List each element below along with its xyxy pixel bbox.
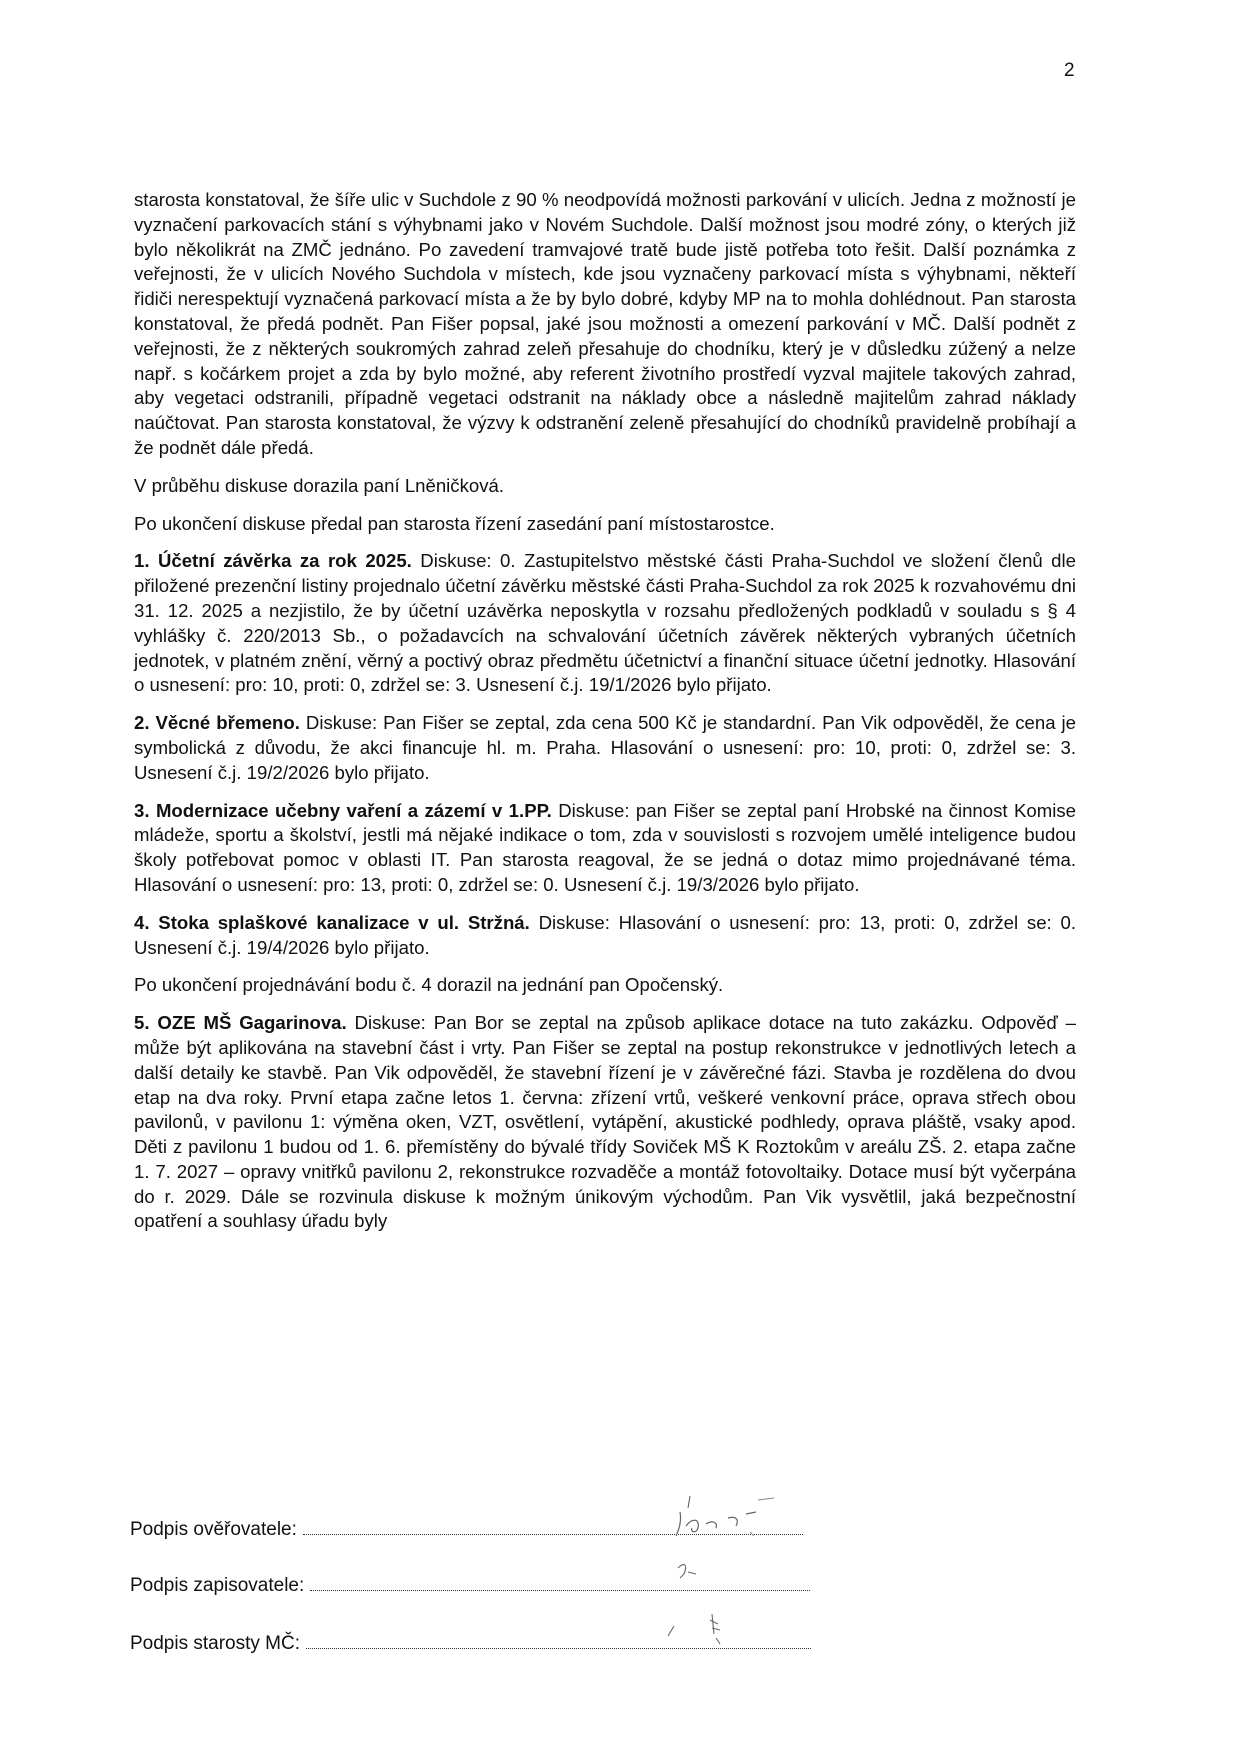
- agenda-item-3-title: 3. Modernizace učebny vaření a zázemí v 1.PP.: [134, 799, 552, 821]
- signature-label-mayor: Podpis starosty MČ:: [130, 1633, 300, 1654]
- agenda-item-4: [134, 911, 1076, 961]
- agenda-item-4-title: 4. Stoka splaškové kanalizace v ul. Stržná.: [134, 911, 530, 933]
- paragraph-parking: starosta konstatoval, že šíře ulic v Suchdole z 90 % neodpovídá možnosti parkování v ulicích. Jedna z možností je vyznačení parkovacích stání s výhybnami jako v Novém Suchdole. Další možnost jsou modré zóny, o kterých již bylo několikrát na ZMČ jednáno. Po zavedení tramvajové tratě bude jistě potřeba toto řešit. Další poznámka z veřejnosti, že v ulicích Nového Suchdola v místech, kde jsou vyznačeny parkovací místa s výhybnami, někteří řidiči nerespektují vyznačená parkovací místa a že by bylo dobré, kdyby MP na to mohla dohlédnout. Pan starosta konstatoval, že předá podnět. Pan Fišer popsal, jaké jsou možnosti a omezení parkování v MČ. Další podnět z veřejnosti, že z některých soukromých zahrad zeleň přesahuje do chodníku, který je v důsledku zúžený a nelze např. s kočárkem projet a zda by bylo možné, aby referent životního prostředí vyzval majitele takových zahrad, aby vegetaci odstranili, případně vegetaci odstranit na náklady obce a následně majitelům zahrad náklady naúčtovat. Pan starosta konstatoval, že výzvy k odstranění zeleně přesahující do chodníků pravidelně probíhají a že podnět dále předá.: [134, 189, 1076, 458]
- agenda-item-1-title: 1. Účetní závěrka za rok 2025.: [134, 550, 412, 572]
- agenda-item-2: [134, 711, 1076, 785]
- agenda-item-1: [134, 549, 1076, 698]
- agenda-item-5-text: Diskuse: Pan Bor se zeptal na způsob aplikace dotace na tuto zakázku. Odpověď – může být aplikována na stavební část i vrty. Pan Fišer se zeptal na postup rekonstrukce v jednotlivých letech a další detaily ke stavbě. Pan Vik odpověděl, že stavební řízení je v závěrečné fázi. Stavba je rozdělena do dvou etap na dva roky. První etapa začne letos 1. června: zřízení vrtů, veškeré venkovní práce, oprava střech obou pavilonů, v pavilonu 1: výměna oken, VZT, osvětlení, vytápění, akustické podhledy, oprava pláště, vsaky apod. Děti z pavilonu 1 budou od 1. 6. přemístěny do bývalé třídy Soviček MŠ K Roztokům v areálu ZŠ. 2. etapa začne 1. 7. 2027 – opravy vnitřků pavilonu 2, rekonstrukce rozvaděče a montáž fotovoltaiky. Dotace musí být vyčerpána do r. 2029. Dále se rozvinula diskuse k možným únikovým východům. Pan Vik vysvětlil, jaká bezpečnostní opatření a souhlasy úřadu byly: [134, 1012, 1076, 1232]
- signature-label-recorder: Podpis zapisovatele:: [130, 1575, 305, 1596]
- agenda-item-5-title: 5. OZE MŠ Gagarinova.: [134, 1012, 347, 1034]
- agenda-item-3: [134, 799, 1076, 898]
- agenda-item-2-text: Diskuse: Pan Fišer se zeptal, zda cena 500 Kč je standardní. Pan Vik odpověděl, že cena je symbolická z důvodu, že akci financuje hl. m. Praha. Hlasování o usnesení: pro: 10, proti: 0, zdržel se: 3. Usnesení č.j. 19/2/2026 bylo přijato.: [134, 712, 1077, 783]
- paragraph-arrival-opocensky: Po ukončení projednávání bodu č. 4 dorazil na jednání pan Opočenský.: [134, 974, 724, 996]
- paragraph-handover: Po ukončení diskuse předal pan starosta řízení zasedání paní místostarostce.: [134, 512, 775, 534]
- handwritten-signatures: [550, 1488, 850, 1668]
- agenda-item-2-title: 2. Věcné břemeno.: [134, 712, 300, 734]
- paragraph-arrival-lnenickova: V průběhu diskuse dorazila paní Lněničková.: [134, 474, 505, 496]
- agenda-item-5: [134, 1011, 1076, 1234]
- agenda-item-1-text: Diskuse: 0. Zastupitelstvo městské části Praha-Suchdol ve složení členů dle přiložené prezenční listiny projednalo účetní závěrku městské části Praha-Suchdol za rok 2025 k rozvahovému dni 31. 12. 2025 a nezjistilo, že by účetní uzávěrka neposkytla v rozsahu předložených podkladů v souladu s § 4 vyhlášky č. 220/2013 Sb., o požadavcích na schvalování účetních závěrek některých vybraných účetních jednotek, v platném znění, věrný a poctivý obraz předmětu účetnictví a finanční situace účetní jednotky. Hlasování o usnesení: pro: 10, proti: 0, zdržel se: 3. Usnesení č.j. 19/1/2026 bylo přijato.: [134, 550, 1076, 696]
- agenda-item-4-text: Diskuse: Hlasování o usnesení: pro: 13, proti: 0, zdržel se: 0. Usnesení č.j. 19/4/2026 bylo přijato.: [134, 911, 1076, 958]
- page-number: 2: [1064, 60, 1075, 81]
- agenda-item-3-text: Diskuse: pan Fišer se zeptal paní Hrobské na činnost Komise mládeže, sportu a školství, jestli má nějaké indikace o tom, zda v souvislosti s rozvojem umělé inteligence budou školy potřebovat pomoc v oblasti IT. Pan starosta reagoval, že se jedná o dotaz mimo projednávané téma. Hlasování o usnesení: pro: 13, proti: 0, zdržel se: 0. Usnesení č.j. 19/3/2026 bylo přijato.: [134, 799, 1076, 895]
- minutes-body: [134, 188, 1076, 1247]
- signature-label-verifier: Podpis ověřovatele:: [130, 1519, 297, 1540]
